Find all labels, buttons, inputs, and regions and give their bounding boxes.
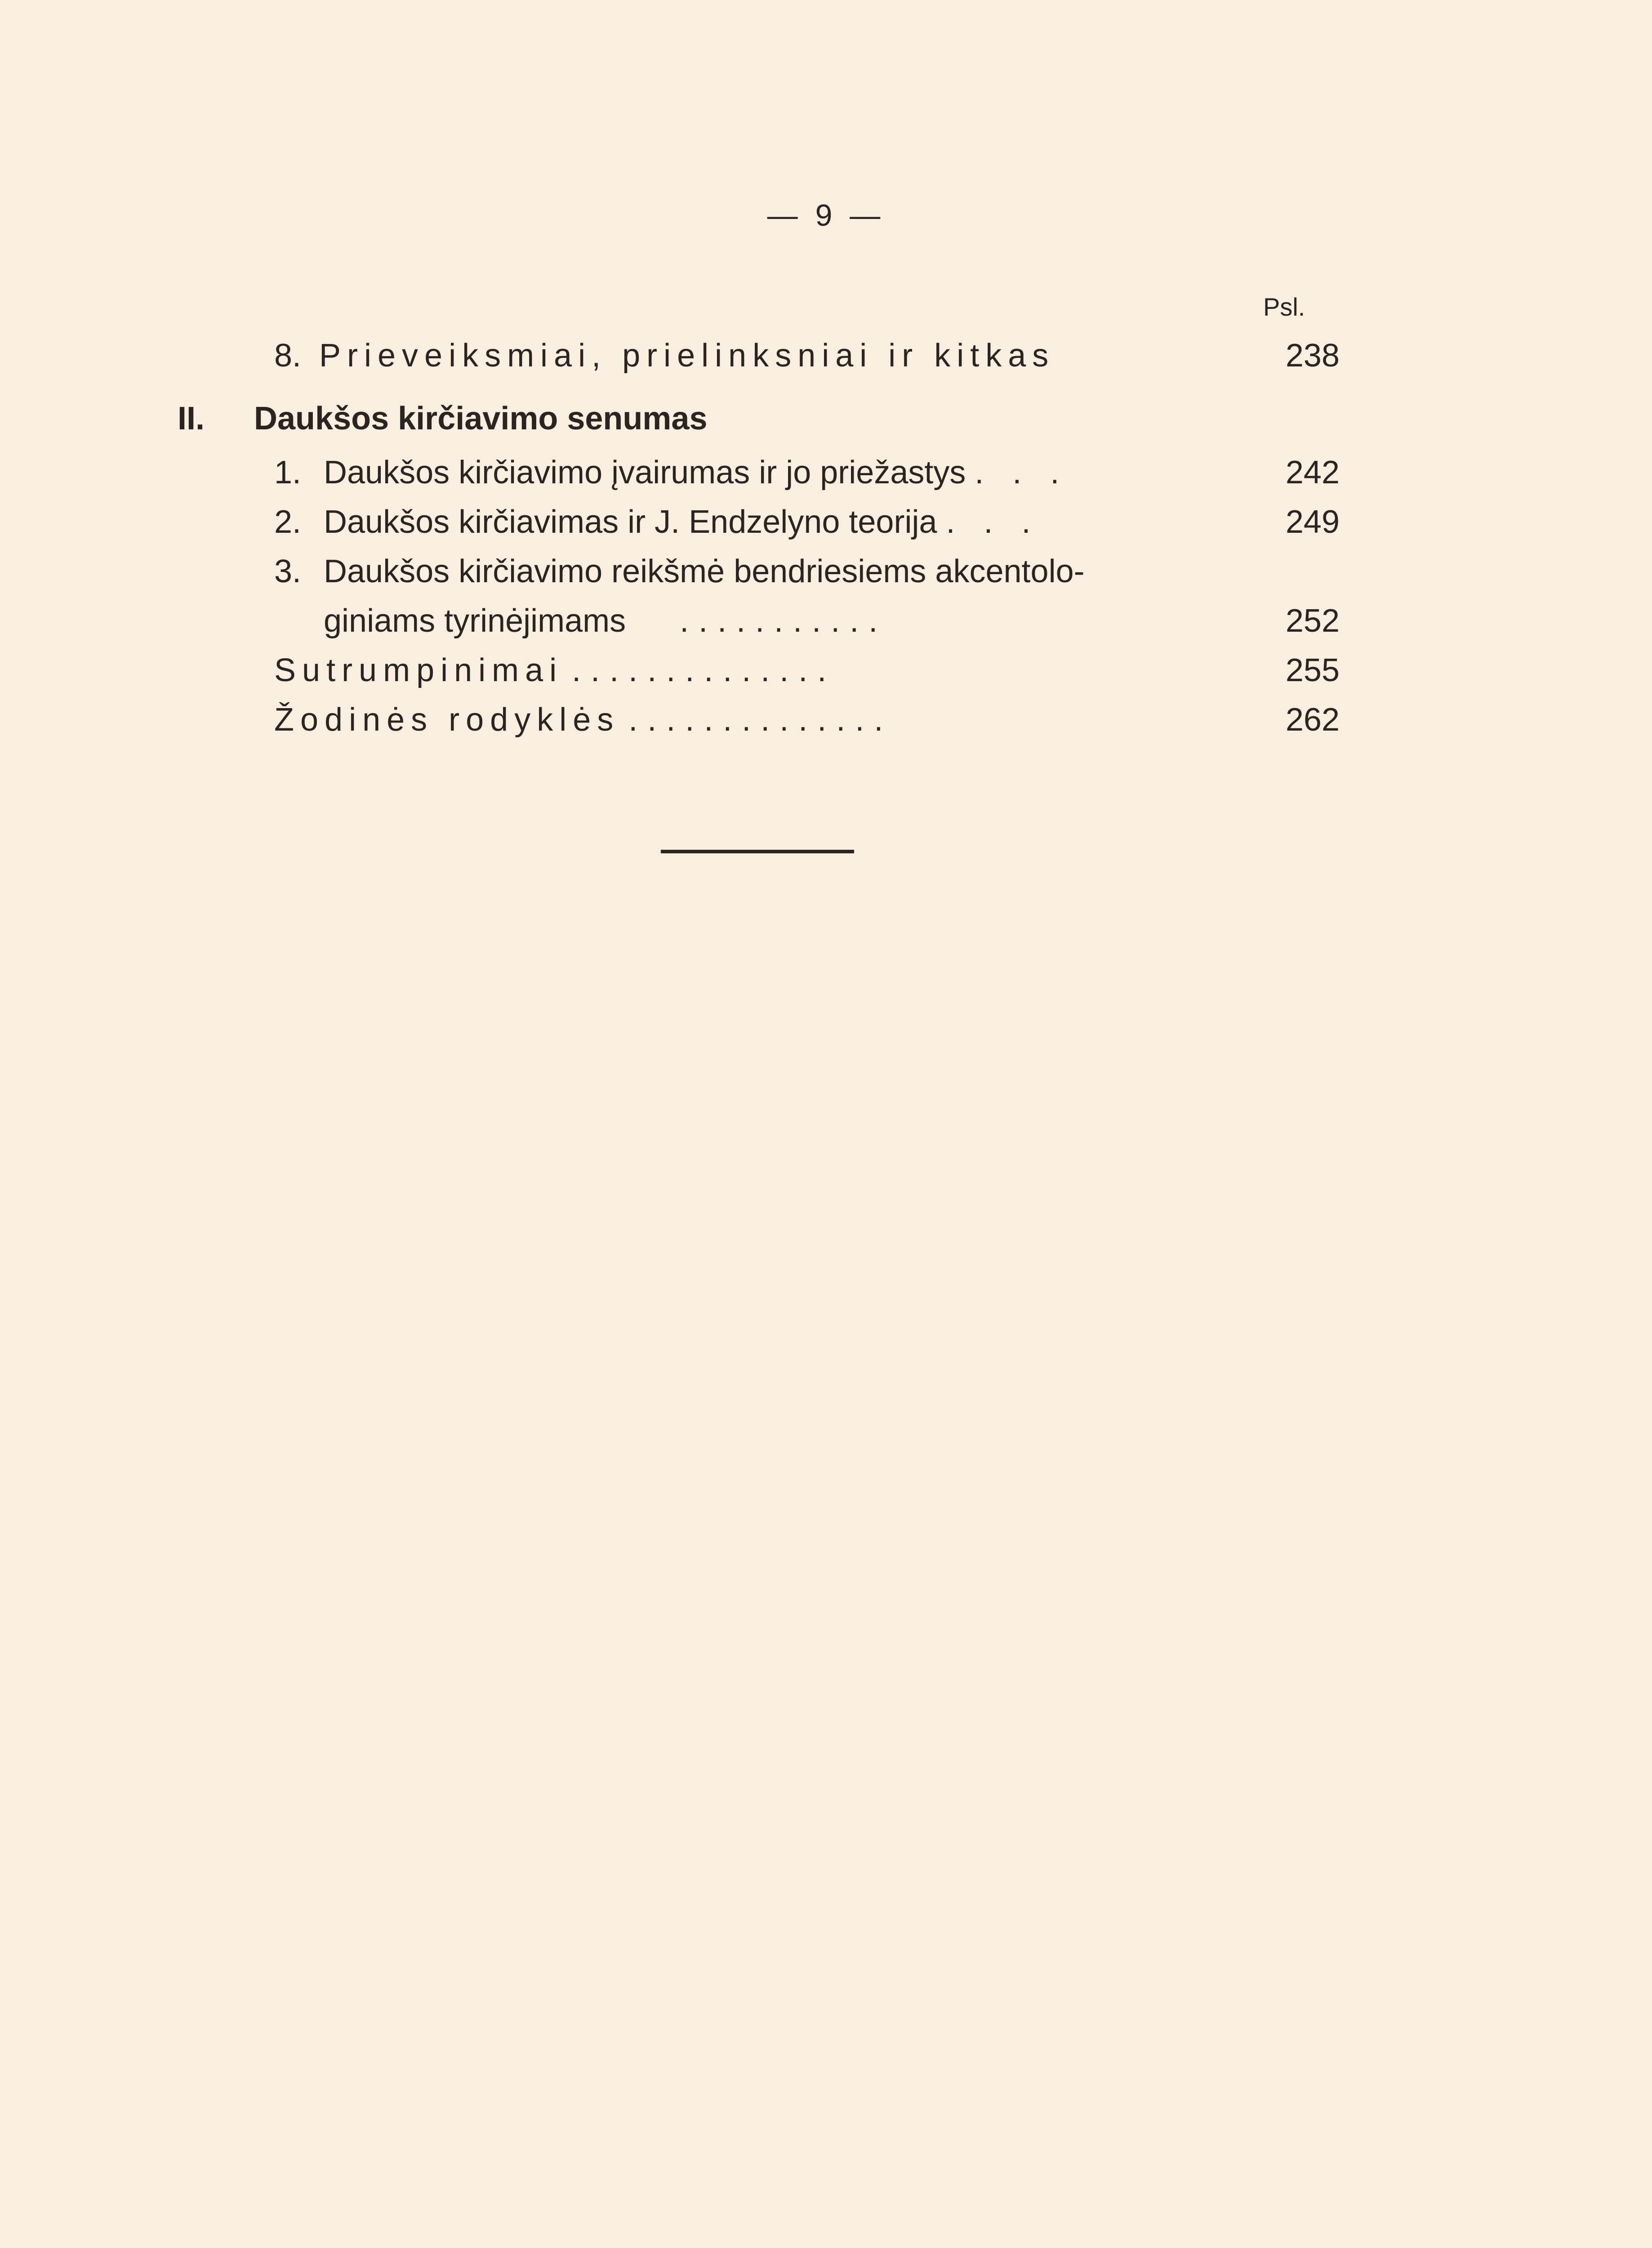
toc-entry-page: 242 — [1285, 455, 1340, 491]
toc-entry-page: 238 — [1285, 338, 1340, 374]
toc-entry-number: 3. — [274, 553, 302, 589]
toc-entry-title: Sutrumpinimai — [274, 652, 563, 688]
toc-leader-dots: ........... — [680, 603, 888, 639]
section-title: Daukšos kirčiavimo senumas — [254, 401, 708, 437]
toc-section-heading — [178, 400, 708, 437]
toc-entry-page: 255 — [1285, 652, 1340, 688]
page-column-header: Psl. — [1263, 293, 1305, 321]
toc-leader-dots: .............. — [628, 702, 893, 738]
toc-entry-title: Žodinės rodyklės — [274, 702, 620, 738]
toc-entry-title: Daukšos kirčiavimo reikšmė bendriesiems akcentolo- — [324, 553, 1085, 589]
toc-entry-8 — [274, 337, 1340, 374]
toc-entry-2 — [274, 504, 1340, 540]
toc-entry-title-continuation: giniams tyrinėjimams — [324, 603, 626, 639]
toc-entry-title: Prieveiksmiai, prielinksniai ir kitkas — [319, 338, 1055, 374]
toc-leader-dots: .............. — [572, 652, 837, 688]
toc-entry-page: 249 — [1285, 504, 1340, 540]
toc-entry-3-line-1 — [274, 553, 1340, 590]
end-divider-rule — [661, 850, 854, 853]
toc-leader-dots: . . . — [975, 455, 1069, 491]
toc-entry-title: Daukšos kirčiavimo įvairumas ir jo priežastys — [324, 455, 966, 491]
toc-entry-1 — [274, 454, 1340, 491]
toc-entry-3-line-2 — [324, 602, 1340, 639]
toc-entry-number: 8. — [274, 338, 302, 374]
section-roman-numeral: II. — [178, 401, 205, 437]
toc-entry-indexes — [274, 701, 1340, 738]
toc-entry-number: 1. — [274, 455, 302, 491]
toc-entry-page: 262 — [1285, 702, 1340, 738]
toc-entry-abbreviations — [274, 652, 1340, 689]
toc-leader-dots: . . . — [946, 504, 1041, 540]
toc-entry-page: 252 — [1285, 603, 1340, 639]
page-number: — 9 — — [767, 198, 885, 232]
toc-entry-number: 2. — [274, 504, 302, 540]
toc-entry-title: Daukšos kirčiavimas ir J. Endzelyno teorija — [324, 504, 937, 540]
